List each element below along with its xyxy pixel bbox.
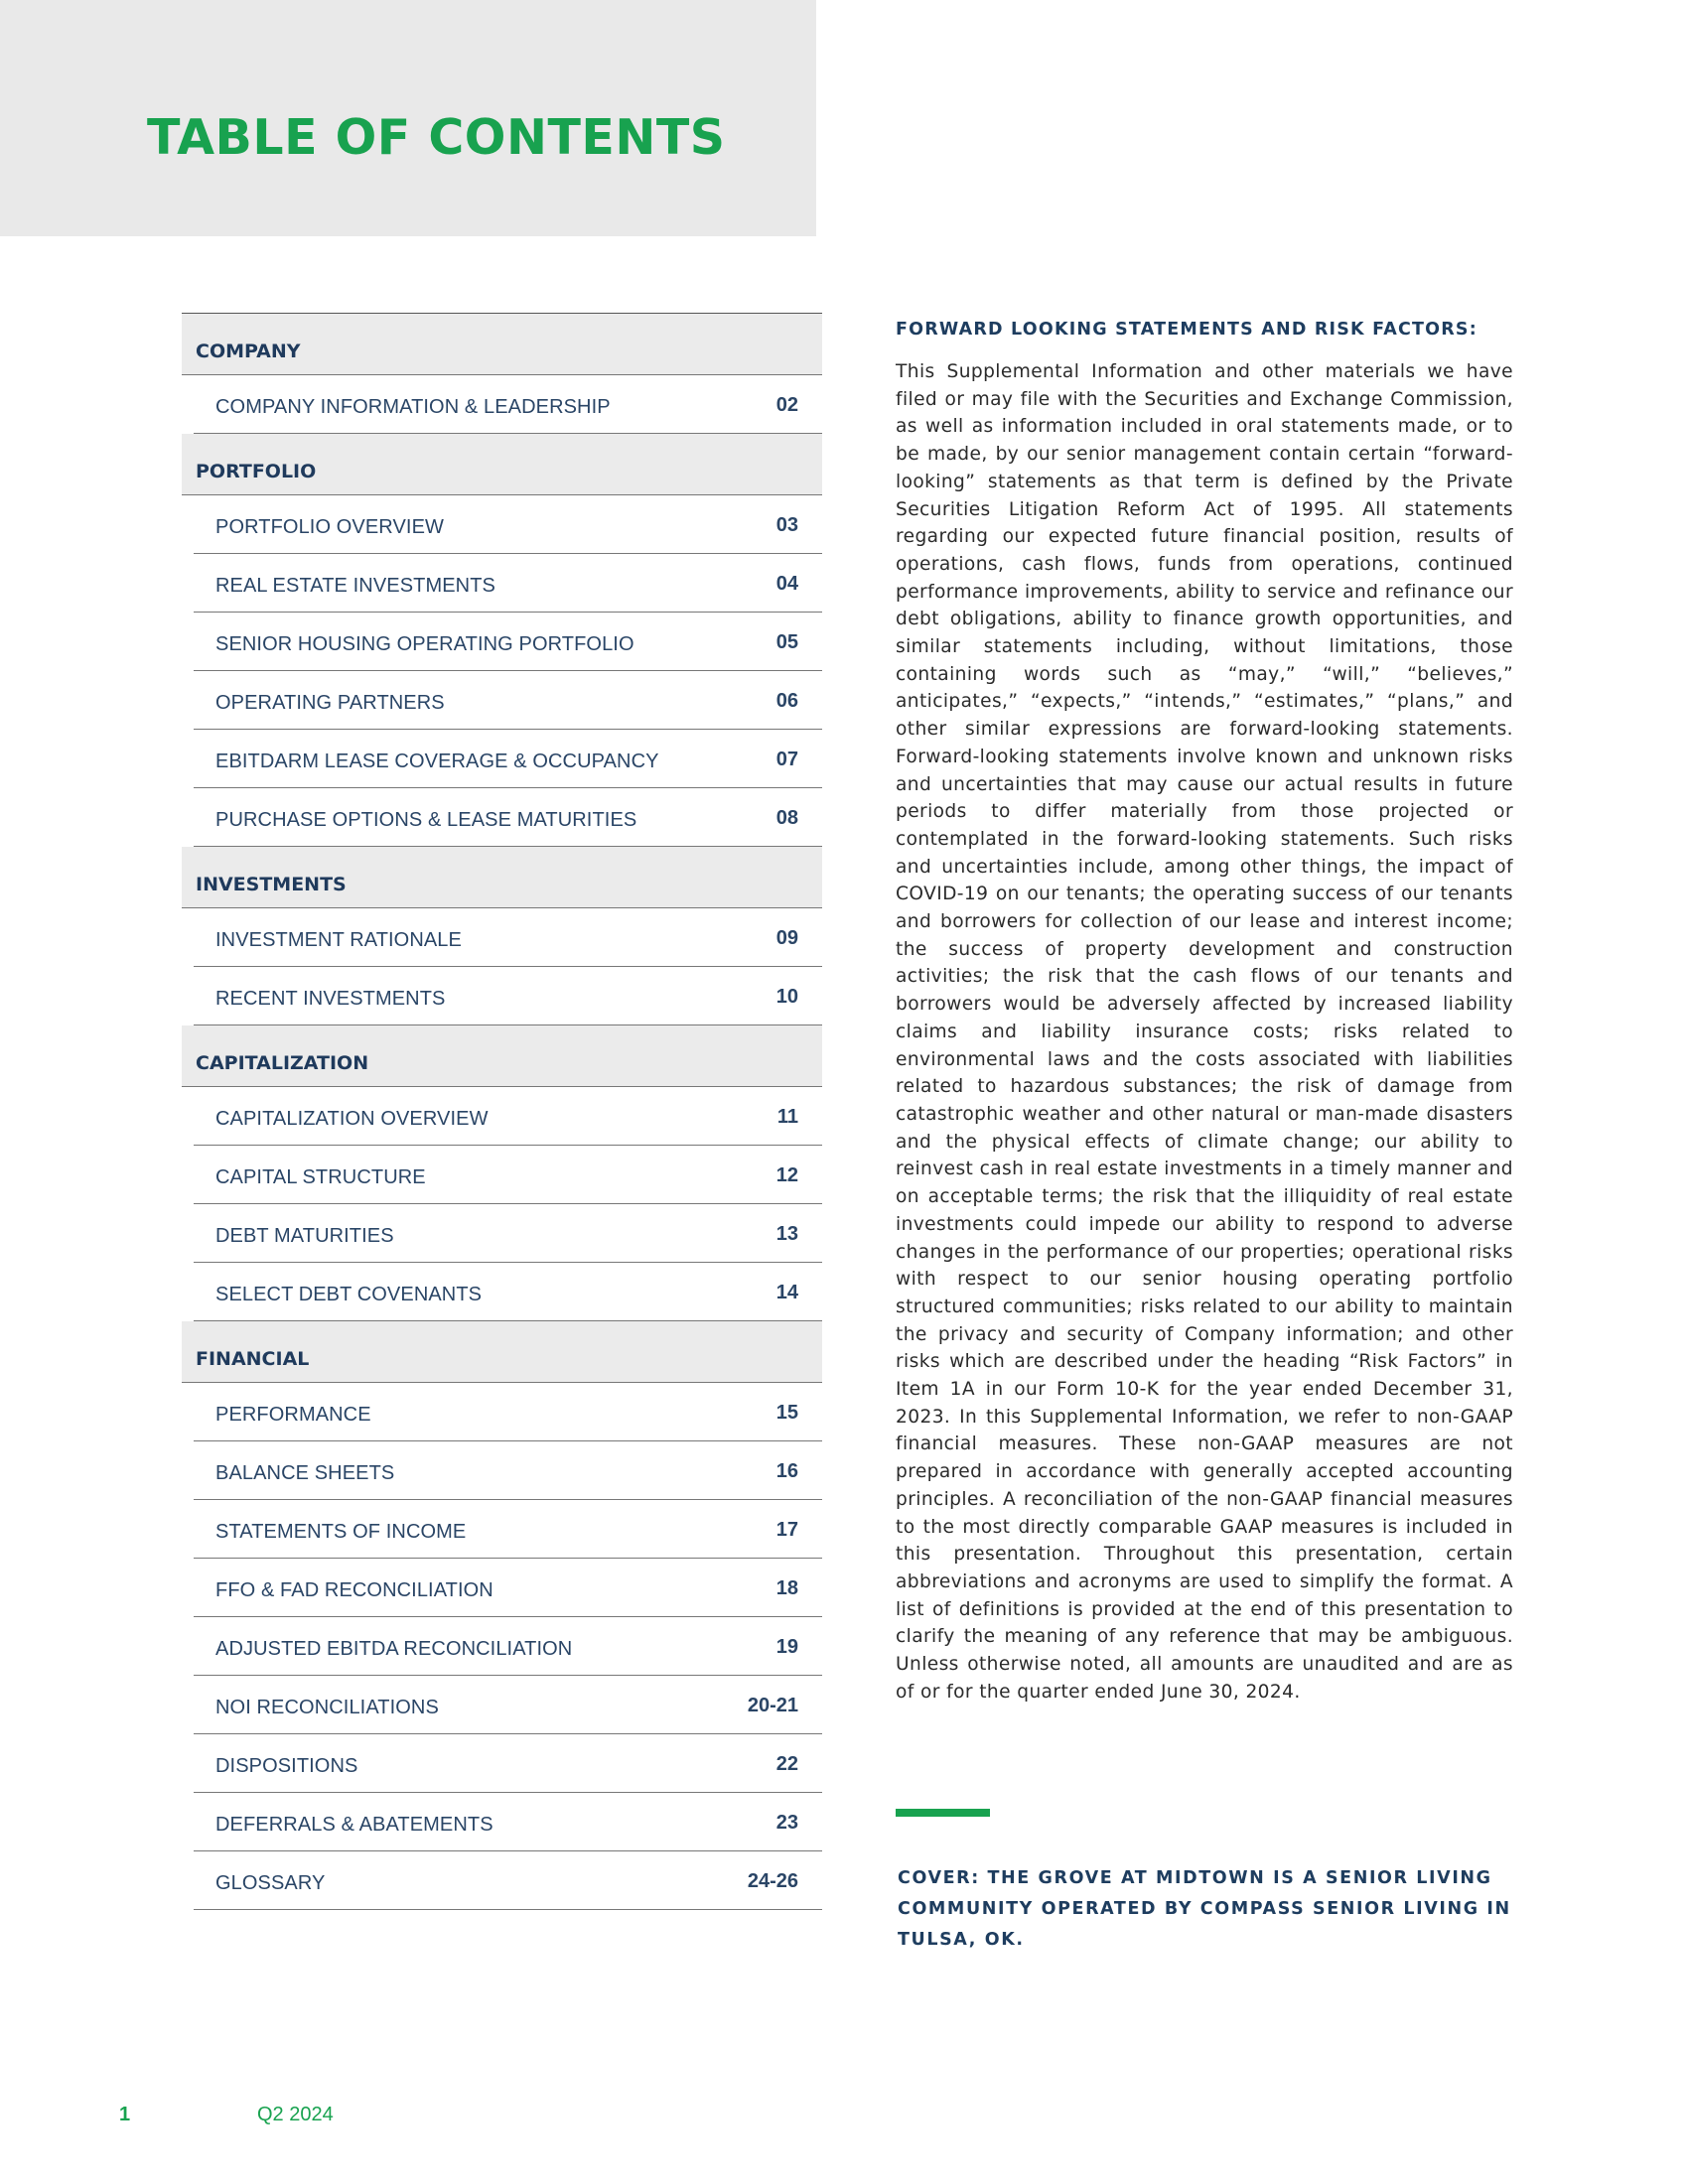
section-title: INVESTMENTS bbox=[196, 874, 347, 895]
toc-entry-page: 03 bbox=[775, 514, 798, 536]
toc-entry-label: OPERATING PARTNERS bbox=[215, 692, 445, 714]
footer-page-number: 1 bbox=[119, 2104, 131, 2125]
toc-entry[interactable] bbox=[194, 1676, 822, 1734]
toc-entry[interactable] bbox=[194, 1851, 822, 1910]
toc-entry-label: STATEMENTS OF INCOME bbox=[215, 1521, 467, 1543]
section-title: CAPITALIZATION bbox=[196, 1052, 369, 1074]
toc-entry[interactable] bbox=[194, 1263, 822, 1321]
toc-entry[interactable] bbox=[194, 495, 822, 554]
toc-entry-page: 07 bbox=[775, 749, 798, 770]
toc-entry-page: 08 bbox=[775, 807, 798, 829]
toc-entry-label: FFO & FAD RECONCILIATION bbox=[215, 1579, 493, 1601]
toc-entry-label: BALANCE SHEETS bbox=[215, 1462, 395, 1484]
toc-entry[interactable] bbox=[194, 1146, 822, 1204]
forward-looking-body: This Supplemental Information and other materials we have filed or may file with the Securities and Exchange Commission, as well as information included in oral statements made, or to be made, by our senior management contain certain “forward-looking” statements as that term is defined by the Private Securities Litigation Reform Act of 1995. All statements regarding our expected future financial position, results of operations, cash flows, funds from operations, continued performance improvements, ability to service and refinance our debt obligations, ability to finance growth opportunities, and similar statements including, without limitations, those containing words such as “may,” “will,” “believes,” anticipates,” “expects,” “intends,” “estimates,” “plans,” and other similar expressions are forward-looking statements. Forward-looking statements involve known and unknown risks and uncertainties that may cause our actual results in future periods to differ materially from those projected or contemplated in the forward-looking statements. Such risks and uncertainties include, among other things, the impact of COVID-19 on our tenants; the operating success of our tenants and borrowers for collection of our lease and interest income; the success of property development and construction activities; the risk that the cash flows of our tenants and borrowers would be adversely affected by increased liability claims and liability insurance costs; risks related to environmental laws and the costs associated with liabilities related to hazardous substances; the risk of damage from catastrophic weather and other natural or man-made disasters and the physical effects of climate change; our ability to reinvest cash in real estate investments in a timely manner and on acceptable terms; the risk that the illiquidity of real estate investments could impede our ability to respond to adverse changes in the performance of our properties; operational risks with respect to our senior housing operating portfolio structured communities; risks related to our ability to maintain the privacy and security of Company information; and other risks which are described under the heading “Risk Factors” in Item 1A in our Form 10-K for the year ended December 31, 2023. In this Supplemental Information, we refer to non-GAAP financial measures. These non-GAAP measures are not prepared in accordance with generally accepted accounting principles. A reconciliation of the non-GAAP financial measures to the most directly comparable GAAP measures is included in this presentation. Throughout this presentation, certain abbreviations and acronyms are used to simplify the format. A list of definitions is provided at the end of this presentation to clarify the meaning of any reference that may be ambiguous. Unless otherwise noted, all amounts are unaudited and are as of or for the quarter ended June 30, 2024. bbox=[896, 361, 1513, 1703]
toc-entry-label: CAPITAL STRUCTURE bbox=[215, 1166, 426, 1188]
toc-entry-page: 16 bbox=[775, 1460, 798, 1482]
toc-entry-label: NOI RECONCILIATIONS bbox=[215, 1697, 439, 1718]
section-title: COMPANY bbox=[196, 341, 301, 362]
toc-entry[interactable] bbox=[194, 554, 822, 613]
toc-entry-page: 19 bbox=[775, 1636, 798, 1658]
toc-entry-label: INVESTMENT RATIONALE bbox=[215, 929, 462, 951]
toc-entry[interactable] bbox=[194, 1559, 822, 1617]
toc-entry-page: 12 bbox=[775, 1164, 798, 1186]
toc-entry[interactable] bbox=[194, 375, 822, 434]
forward-looking-heading: FORWARD LOOKING STATEMENTS AND RISK FACTORS: bbox=[896, 320, 1477, 340]
toc-entry-page: 09 bbox=[775, 927, 798, 949]
toc-section-portfolio bbox=[182, 434, 822, 495]
toc-entry-page: 13 bbox=[775, 1223, 798, 1245]
toc-entry-page: 17 bbox=[775, 1519, 798, 1541]
toc-entry-label: PORTFOLIO OVERVIEW bbox=[215, 516, 444, 538]
toc-entry-label: PERFORMANCE bbox=[215, 1404, 371, 1426]
toc-entry-label: CAPITALIZATION OVERVIEW bbox=[215, 1108, 489, 1130]
toc-entry-page: 20-21 bbox=[747, 1695, 798, 1716]
toc-section-company bbox=[182, 314, 822, 375]
table-of-contents bbox=[182, 313, 822, 1910]
footer-quarter: Q2 2024 bbox=[257, 2104, 334, 2125]
cover-caption: COVER: THE GROVE AT MIDTOWN IS A SENIOR LIVING COMMUNITY OPERATED BY COMPASS SENIOR LIVING IN TULSA, OK. bbox=[898, 1868, 1511, 1950]
toc-entry[interactable] bbox=[194, 1204, 822, 1263]
toc-entry[interactable] bbox=[194, 671, 822, 730]
toc-entry-page: 14 bbox=[775, 1282, 798, 1303]
toc-entry-page: 11 bbox=[776, 1106, 798, 1128]
toc-entry-label: EBITDARM LEASE COVERAGE & OCCUPANCY bbox=[215, 751, 659, 772]
toc-entry-label: COMPANY INFORMATION & LEADERSHIP bbox=[215, 396, 611, 418]
section-title: FINANCIAL bbox=[196, 1348, 310, 1370]
toc-entry[interactable] bbox=[194, 1734, 822, 1793]
toc-entry[interactable] bbox=[194, 1087, 822, 1146]
toc-entry[interactable] bbox=[194, 1793, 822, 1851]
toc-entry-page: 15 bbox=[775, 1402, 798, 1424]
toc-entry[interactable] bbox=[194, 967, 822, 1025]
toc-entry-label: PURCHASE OPTIONS & LEASE MATURITIES bbox=[215, 809, 637, 831]
toc-section-investments bbox=[182, 847, 822, 908]
toc-entry[interactable] bbox=[194, 1617, 822, 1676]
toc-entry-label: SENIOR HOUSING OPERATING PORTFOLIO bbox=[215, 633, 634, 655]
toc-entry[interactable] bbox=[194, 613, 822, 671]
toc-entry-label: ADJUSTED EBITDA RECONCILIATION bbox=[215, 1638, 573, 1660]
toc-entry-page: 10 bbox=[775, 986, 798, 1008]
toc-section-financial bbox=[182, 1321, 822, 1383]
toc-entry-page: 04 bbox=[775, 573, 798, 595]
toc-entry-label: DEBT MATURITIES bbox=[215, 1225, 394, 1247]
toc-entry-label: SELECT DEBT COVENANTS bbox=[215, 1284, 483, 1305]
toc-entry-page: 22 bbox=[775, 1753, 798, 1775]
toc-entry[interactable] bbox=[194, 730, 822, 788]
page-title: TABLE OF CONTENTS bbox=[147, 109, 726, 166]
toc-entry-label: RECENT INVESTMENTS bbox=[215, 988, 446, 1010]
toc-entry-page: 05 bbox=[775, 631, 798, 653]
toc-entry-page: 02 bbox=[775, 394, 798, 416]
toc-entry-label: DEFERRALS & ABATEMENTS bbox=[215, 1814, 493, 1836]
accent-divider bbox=[896, 1809, 990, 1817]
toc-entry[interactable] bbox=[194, 1441, 822, 1500]
toc-entry-label: GLOSSARY bbox=[215, 1872, 326, 1894]
toc-entry[interactable] bbox=[194, 1383, 822, 1441]
toc-entry-page: 18 bbox=[775, 1577, 798, 1599]
toc-entry-page: 06 bbox=[775, 690, 798, 712]
toc-entry-label: REAL ESTATE INVESTMENTS bbox=[215, 575, 495, 597]
toc-entry-label: DISPOSITIONS bbox=[215, 1755, 358, 1777]
toc-entry-page: 24-26 bbox=[747, 1870, 798, 1892]
toc-entry-page: 23 bbox=[775, 1812, 798, 1834]
toc-entry[interactable] bbox=[194, 908, 822, 967]
toc-entry[interactable] bbox=[194, 788, 822, 847]
toc-section-capitalization bbox=[182, 1025, 822, 1087]
toc-entry[interactable] bbox=[194, 1500, 822, 1559]
section-title: PORTFOLIO bbox=[196, 461, 317, 482]
